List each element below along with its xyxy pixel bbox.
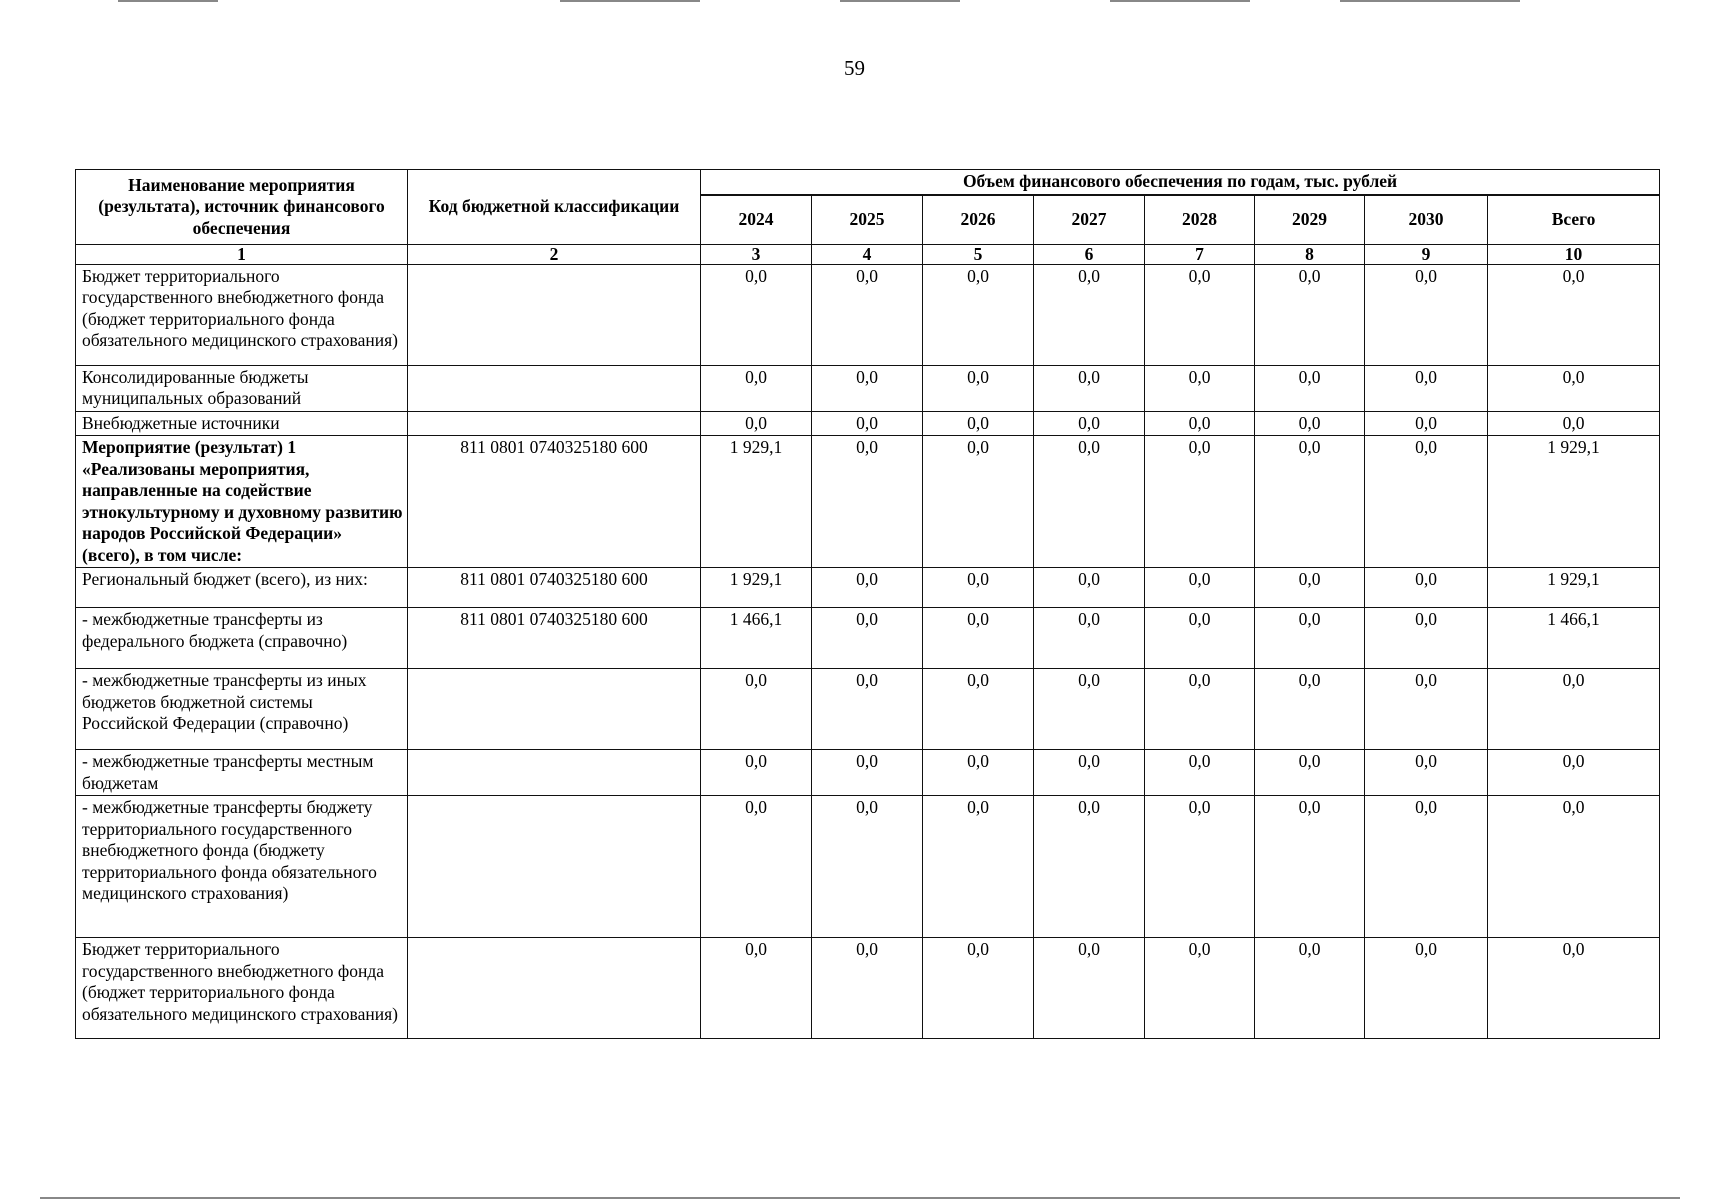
scan-artifact [560, 0, 700, 2]
header-year-2030: 2030 [1365, 195, 1488, 245]
row-code-cell: 811 0801 0740325180 600 [408, 608, 701, 669]
row-value-cell: 0,0 [1034, 796, 1145, 938]
row-total-cell: 1 929,1 [1488, 436, 1660, 568]
column-number: 7 [1145, 244, 1255, 264]
header-year-2028: 2028 [1145, 195, 1255, 245]
row-value-cell: 0,0 [923, 938, 1034, 1039]
row-value-cell: 0,0 [1145, 796, 1255, 938]
row-value-cell: 0,0 [1145, 365, 1255, 411]
row-total-cell: 0,0 [1488, 264, 1660, 365]
row-value-cell: 0,0 [1365, 796, 1488, 938]
row-value-cell: 0,0 [701, 938, 812, 1039]
row-value-cell: 0,0 [923, 436, 1034, 568]
row-value-cell: 0,0 [1034, 938, 1145, 1039]
row-value-cell: 0,0 [923, 365, 1034, 411]
column-number-row [76, 244, 1660, 264]
row-code-cell [408, 796, 701, 938]
column-number: 8 [1255, 244, 1365, 264]
row-name-cell: Внебюджетные источники [76, 411, 408, 436]
table-row [76, 669, 1660, 750]
row-value-cell: 0,0 [701, 669, 812, 750]
row-code-cell: 811 0801 0740325180 600 [408, 568, 701, 608]
row-value-cell: 0,0 [1365, 669, 1488, 750]
row-name-cell: - межбюджетные трансферты бюджету территориального государственного внебюджетного фонда (бюджету территориального фонда обязательного медицинского страхования) [76, 796, 408, 938]
scan-artifact [1110, 0, 1250, 2]
header-name: Наименование мероприятия (результата), источник финансового обеспечения [76, 170, 408, 245]
row-name-cell: - межбюджетные трансферты из федерального бюджета (справочно) [76, 608, 408, 669]
row-value-cell: 0,0 [1034, 750, 1145, 796]
header-year-2024: 2024 [701, 195, 812, 245]
row-value-cell: 0,0 [812, 411, 923, 436]
row-value-cell: 0,0 [701, 411, 812, 436]
table-row [76, 608, 1660, 669]
row-value-cell: 0,0 [1365, 568, 1488, 608]
row-value-cell: 0,0 [1365, 264, 1488, 365]
table-row [76, 938, 1660, 1039]
row-value-cell: 0,0 [923, 264, 1034, 365]
row-value-cell: 1 929,1 [701, 436, 812, 568]
page-number: 59 [844, 56, 865, 80]
header-year-2025: 2025 [812, 195, 923, 245]
row-value-cell: 0,0 [812, 365, 923, 411]
row-code-cell [408, 264, 701, 365]
row-value-cell: 0,0 [1145, 608, 1255, 669]
row-value-cell: 0,0 [1255, 411, 1365, 436]
row-value-cell: 0,0 [1255, 669, 1365, 750]
header-year-2026: 2026 [923, 195, 1034, 245]
row-value-cell: 0,0 [1365, 938, 1488, 1039]
table-row [76, 411, 1660, 436]
row-name-cell: Региональный бюджет (всего), из них: [76, 568, 408, 608]
column-number: 1 [76, 244, 408, 264]
row-value-cell: 0,0 [1034, 365, 1145, 411]
row-total-cell: 0,0 [1488, 411, 1660, 436]
row-value-cell: 0,0 [701, 264, 812, 365]
row-name-cell: - межбюджетные трансферты местным бюджетам [76, 750, 408, 796]
row-value-cell: 0,0 [1034, 436, 1145, 568]
row-value-cell: 0,0 [1145, 264, 1255, 365]
table-row [76, 796, 1660, 938]
header-code: Код бюджетной классификации [408, 170, 701, 245]
scan-artifact [40, 1197, 1680, 1199]
row-value-cell: 0,0 [1145, 669, 1255, 750]
row-value-cell: 0,0 [812, 669, 923, 750]
row-value-cell: 0,0 [923, 411, 1034, 436]
row-value-cell: 0,0 [1145, 436, 1255, 568]
row-value-cell: 0,0 [701, 365, 812, 411]
row-value-cell: 0,0 [1255, 796, 1365, 938]
column-number: 4 [812, 244, 923, 264]
row-total-cell: 0,0 [1488, 938, 1660, 1039]
row-value-cell: 0,0 [1255, 568, 1365, 608]
row-value-cell: 0,0 [1255, 264, 1365, 365]
row-name-cell: - межбюджетные трансферты из иных бюджетов бюджетной системы Российской Федерации (справочно) [76, 669, 408, 750]
row-name-cell: Бюджет территориального государственного внебюджетного фонда (бюджет территориального фонда обязательного медицинского страхования) [76, 938, 408, 1039]
table-row [76, 750, 1660, 796]
row-name-cell: Мероприятие (результат) 1 «Реализованы мероприятия, направленные на содействие этнокультурному и духовному развитию народов Российской Федерации» (всего), в том числе: [76, 436, 408, 568]
row-value-cell: 0,0 [1255, 938, 1365, 1039]
row-code-cell [408, 938, 701, 1039]
row-total-cell: 0,0 [1488, 750, 1660, 796]
column-number: 10 [1488, 244, 1660, 264]
row-value-cell: 0,0 [1034, 669, 1145, 750]
row-value-cell: 0,0 [812, 608, 923, 669]
table-body [76, 264, 1660, 1039]
table-row [76, 568, 1660, 608]
row-value-cell: 0,0 [1255, 365, 1365, 411]
row-value-cell: 0,0 [1365, 411, 1488, 436]
row-value-cell: 0,0 [1365, 436, 1488, 568]
scan-artifact [118, 0, 218, 2]
row-value-cell: 0,0 [1365, 608, 1488, 669]
row-value-cell: 0,0 [923, 568, 1034, 608]
row-value-cell: 0,0 [1034, 264, 1145, 365]
row-value-cell: 1 929,1 [701, 568, 812, 608]
row-value-cell: 0,0 [1255, 608, 1365, 669]
column-number: 2 [408, 244, 701, 264]
row-value-cell: 0,0 [812, 568, 923, 608]
row-value-cell: 0,0 [701, 796, 812, 938]
header-financing-group: Объем финансового обеспечения по годам, тыс. рублей [701, 170, 1660, 195]
row-value-cell: 0,0 [812, 436, 923, 568]
row-value-cell: 0,0 [1365, 750, 1488, 796]
row-value-cell: 1 466,1 [701, 608, 812, 669]
header-total: Всего [1488, 195, 1660, 245]
table-row [76, 436, 1660, 568]
row-value-cell: 0,0 [812, 796, 923, 938]
row-value-cell: 0,0 [1255, 436, 1365, 568]
row-total-cell: 0,0 [1488, 669, 1660, 750]
row-value-cell: 0,0 [1034, 568, 1145, 608]
table-row [76, 264, 1660, 365]
header-year-2027: 2027 [1034, 195, 1145, 245]
row-value-cell: 0,0 [923, 669, 1034, 750]
row-code-cell [408, 750, 701, 796]
row-name-cell: Консолидированные бюджеты муниципальных образований [76, 365, 408, 411]
column-number: 3 [701, 244, 812, 264]
row-code-cell [408, 365, 701, 411]
row-value-cell: 0,0 [923, 750, 1034, 796]
row-total-cell: 1 466,1 [1488, 608, 1660, 669]
row-total-cell: 0,0 [1488, 365, 1660, 411]
row-value-cell: 0,0 [812, 264, 923, 365]
column-number: 5 [923, 244, 1034, 264]
header-year-2029: 2029 [1255, 195, 1365, 245]
financing-table-container [75, 169, 1660, 1039]
table-row [76, 365, 1660, 411]
row-code-cell [408, 411, 701, 436]
row-value-cell: 0,0 [812, 938, 923, 1039]
row-value-cell: 0,0 [923, 796, 1034, 938]
row-value-cell: 0,0 [812, 750, 923, 796]
financing-table [75, 169, 1660, 1039]
row-total-cell: 1 929,1 [1488, 568, 1660, 608]
scan-artifact [1340, 0, 1520, 2]
row-value-cell: 0,0 [1145, 750, 1255, 796]
column-number: 6 [1034, 244, 1145, 264]
row-value-cell: 0,0 [1145, 568, 1255, 608]
row-value-cell: 0,0 [1034, 608, 1145, 669]
row-value-cell: 0,0 [701, 750, 812, 796]
column-number: 9 [1365, 244, 1488, 264]
row-value-cell: 0,0 [1255, 750, 1365, 796]
row-value-cell: 0,0 [1145, 938, 1255, 1039]
row-total-cell: 0,0 [1488, 796, 1660, 938]
scan-artifact [840, 0, 960, 2]
row-value-cell: 0,0 [1365, 365, 1488, 411]
row-code-cell [408, 669, 701, 750]
row-value-cell: 0,0 [1034, 411, 1145, 436]
row-name-cell: Бюджет территориального государственного внебюджетного фонда (бюджет территориального фонда обязательного медицинского страхования) [76, 264, 408, 365]
row-value-cell: 0,0 [923, 608, 1034, 669]
row-code-cell: 811 0801 0740325180 600 [408, 436, 701, 568]
row-value-cell: 0,0 [1145, 411, 1255, 436]
